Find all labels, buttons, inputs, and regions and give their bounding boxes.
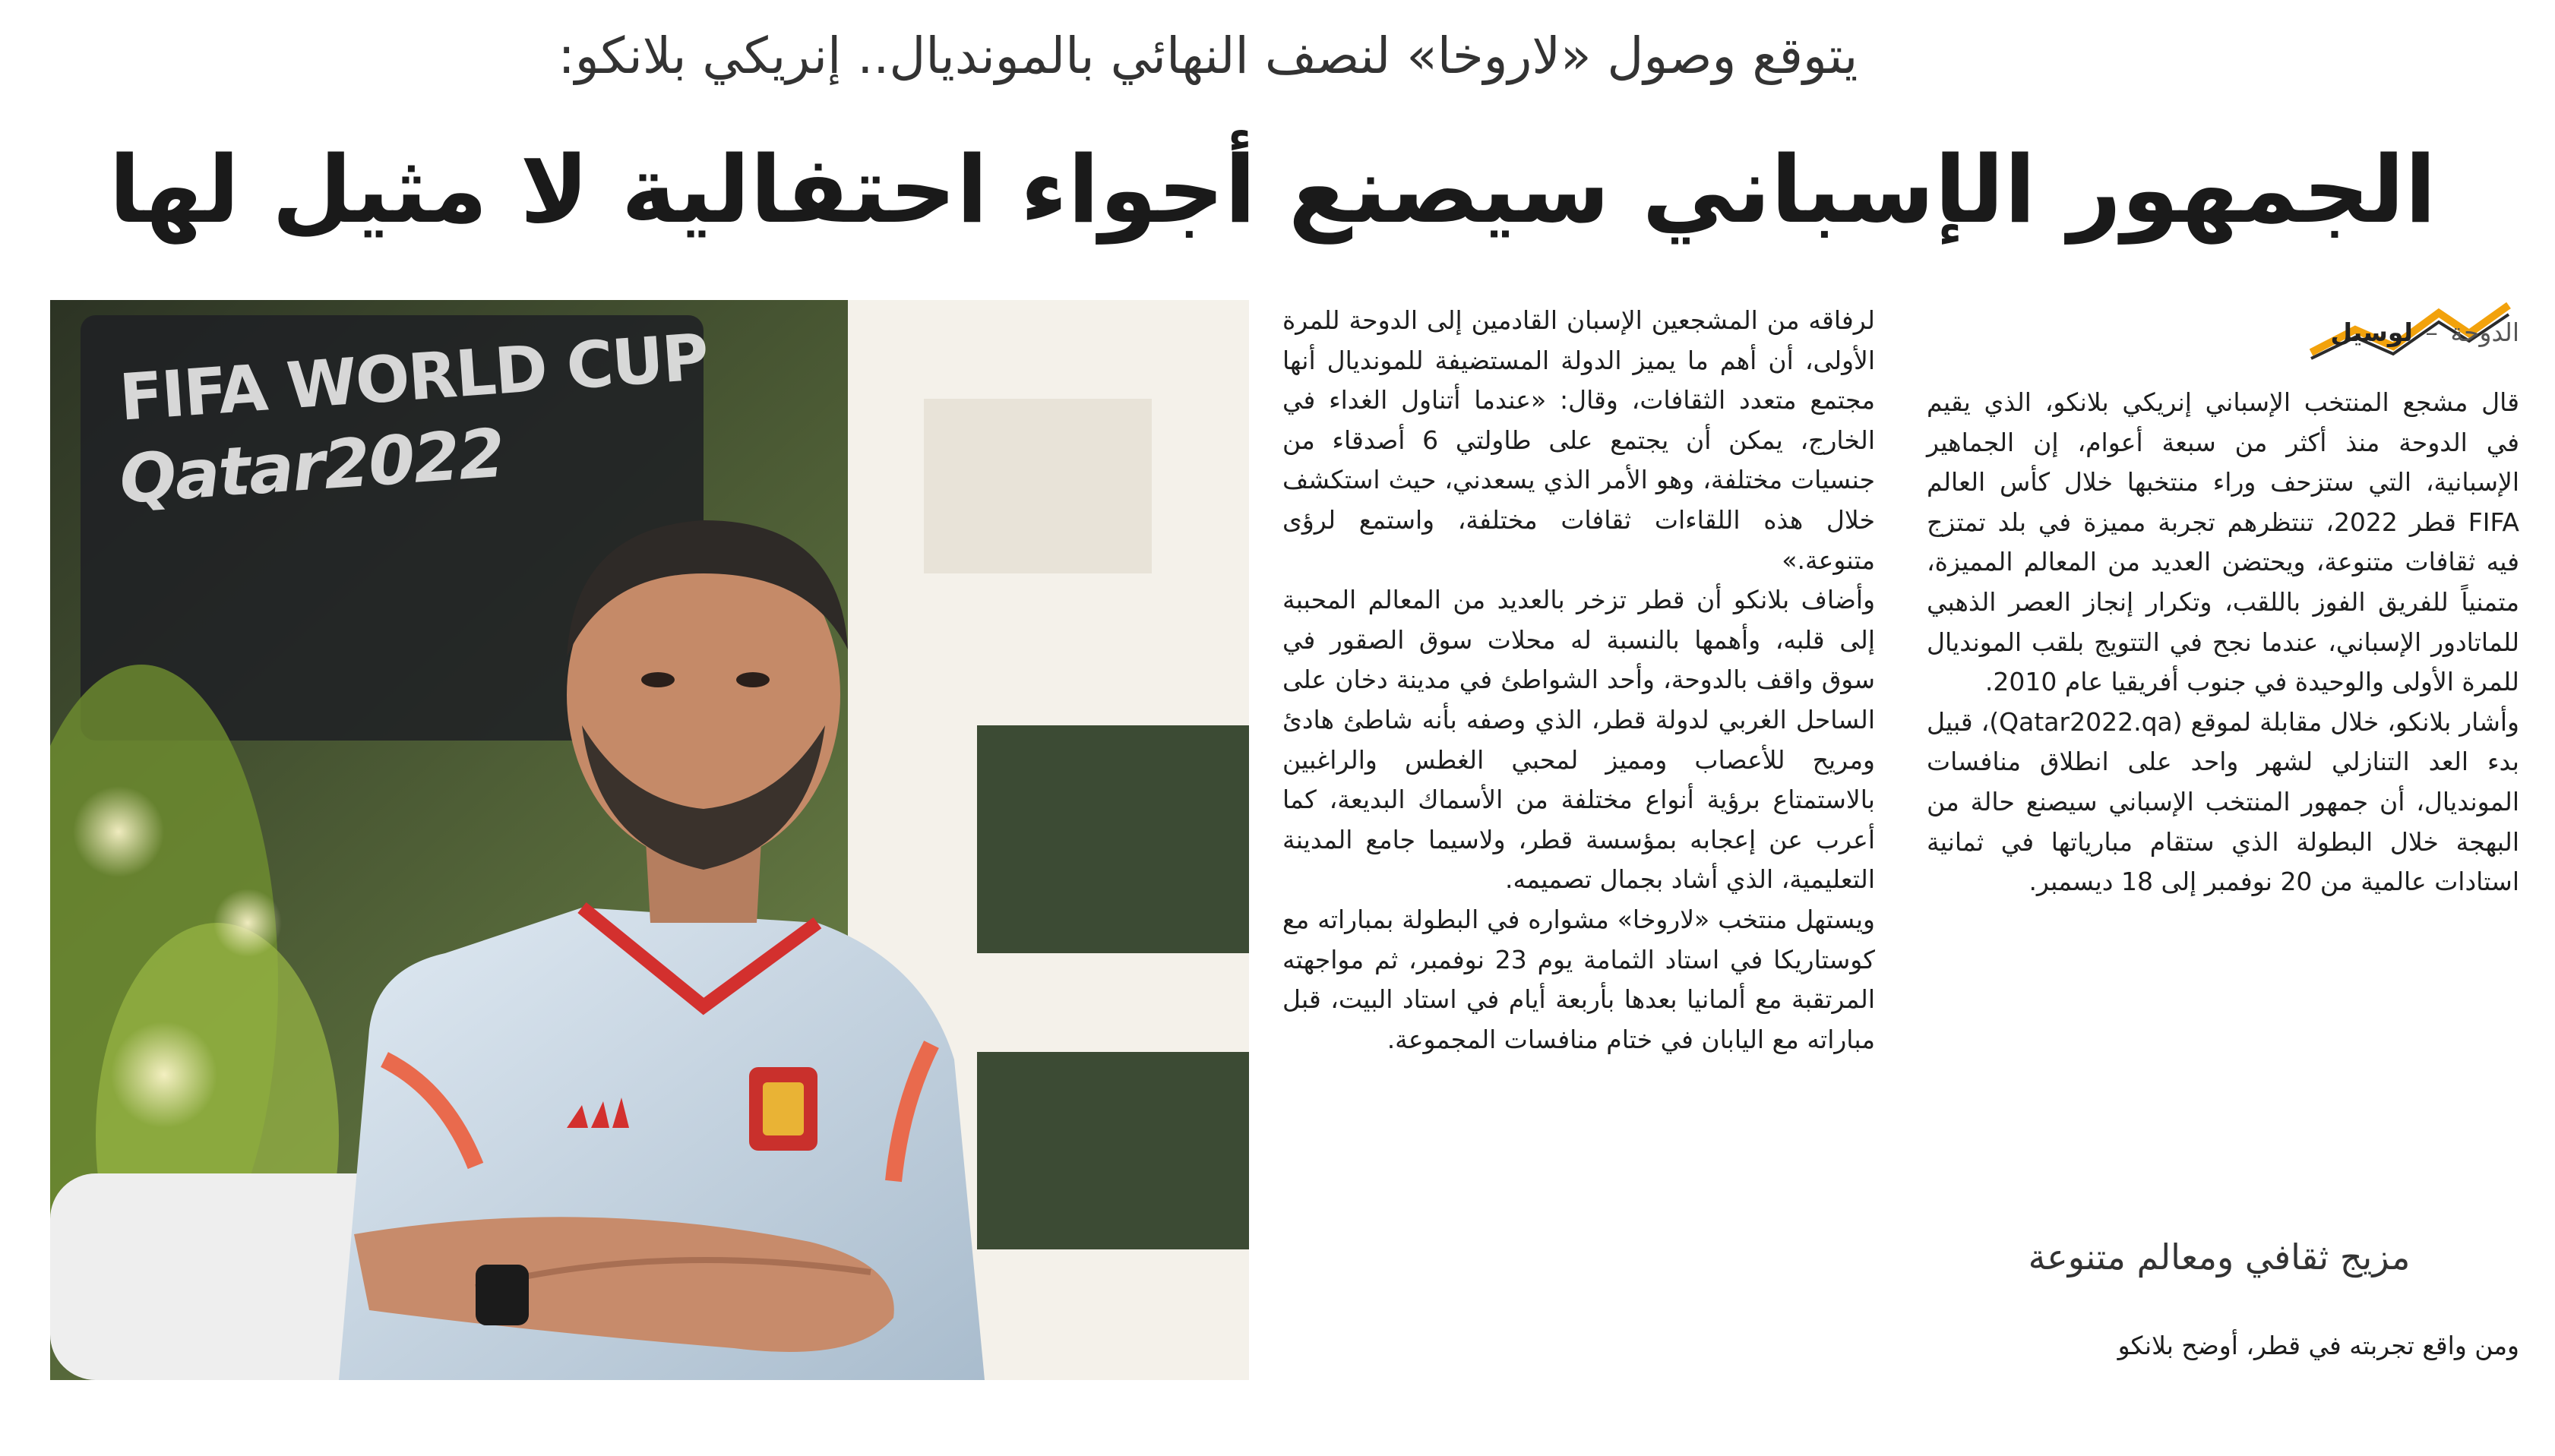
paragraph: وأضاف بلانكو أن قطر تزخر بالعديد من المعالم المحببة إلى قلبه، وأهمها بالنسبة له محلات سوق الصقور في سوق واقف بالدوحة، وأحد الشواطئ في مدينة دخان على الساحل الغربي لدولة قطر، الذي وصفه بأنه شاطئ هادئ ومريح للأعصاب ومميز لمحبي الغطس والراغبين بالاستمتاع برؤية أنواع مختلفة من الأسماك البديعة، كما أعرب عن إعجابه بمؤسسة قطر، ولاسيما جامع المدينة التعليمية، الذي أشاد بجمال تصميمه. [1282, 585, 1875, 895]
article-kicker: يتوقع وصول «لاروخا» لنصف النهائي بالمونديال.. إنريكي بلانكو: [558, 27, 1858, 85]
section-subhead: مزيج ثقافي ومعالم متنوعة [2028, 1236, 2411, 1278]
paragraph: لرفاقه من المشجعين الإسبان القادمين إلى الدوحة للمرة الأولى، أن أهم ما يميز الدولة المستضيفة للمونديال أنها مجتمع متعدد الثقافات، وقال: «عندما أتناول الغداء في الخارج، يمكن أن يجتمع على طاولتي 6 أصدقاء من جنسيات مختلفة، وهو الأمر الذي يسعدني، حيث استكشف خلال هذه اللقاءات ثقافات مختلفة، واستمع لرؤى متنوعة.» [1282, 305, 1875, 575]
dateline-place: الدوحة [2450, 317, 2519, 347]
paragraph: وأشار بلانكو، خلال مقابلة لموقع (Qatar2022.qa)، قبيل بدء العد التنازلي لشهر واحد على انطلاق منافسات المونديال، أن جمهور المنتخب الإسباني سيصنع حالة من البهجة خلال البطولة الذي ستقام مبارياتها في ثمانية استادات عالمية من 20 نوفمبر إلى 18 ديسمبر. [1927, 706, 2519, 897]
dateline-separator: – [2425, 317, 2438, 347]
paragraph-tail: ومن واقع تجربته في قطر، أوضح بلانكو [2117, 1331, 2519, 1360]
paragraph: قال مشجع المنتخب الإسباني إنريكي بلانكو، الذي يقيم في الدوحة منذ أكثر من سبعة أعوام، إن الجماهير الإسبانية، التي ستزحف وراء منتخبها خلال كأس العالم FIFA قطر 2022، تنتظرهم تجربة مميزة في بلد تمتزج فيه ثقافات متنوعة، ويحتضن العديد من المعالم المميزة، متمنياً للفريق الفوز باللقب، وتكرار إنجاز العصر الذهبي للماتادور الإسباني، عندما نجح في التتويج بلقب المونديال للمرة الأولى والوحيدة في جنوب أفريقيا عام 2010. [1927, 387, 2519, 697]
dateline [1927, 316, 2519, 362]
article-photo [50, 300, 1249, 1380]
article-column-right [1927, 383, 2519, 902]
paragraph: ويستهل منتخب «لاروخا» مشواره في البطولة بمباراته مع كوستاريكا في استاد الثمامة يوم 23 نوفمبر، ثم مواجهته المرتقبة مع ألمانيا بعدها بأربعة أيام في استاد البيت، قبل مباراته مع اليابان في ختام منافسات المجموعة. [1282, 904, 1875, 1054]
sign-text-line1: FIFA WORLD CUP [117, 319, 710, 435]
article-column-middle [1282, 301, 1875, 1060]
dateline-brand: لوسيل [2330, 317, 2413, 347]
sign-text-line2: Qatar2022 [117, 413, 506, 519]
article-headline: الجمهور الإسباني سيصنع أجواء احتفالية لا مثيل لها [109, 136, 2436, 244]
